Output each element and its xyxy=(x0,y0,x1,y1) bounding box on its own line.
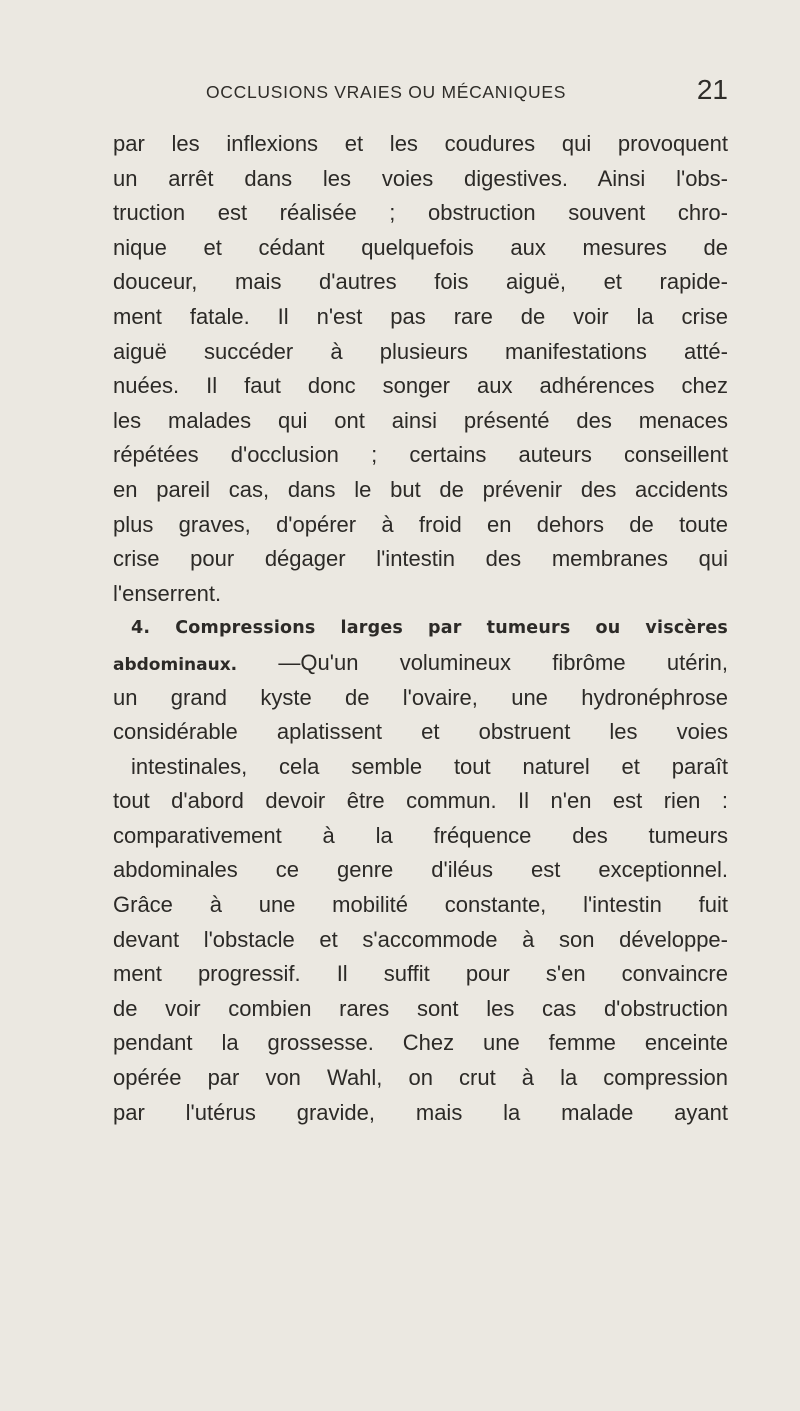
text-line: douceur, mais d'autres fois aiguë, et rapide- xyxy=(113,269,728,295)
text-line: truction est réalisée ; obstruction souvent chro- xyxy=(113,200,728,226)
text-line: répétées d'occlusion ; certains auteurs conseillent xyxy=(113,442,728,468)
text-line: crise pour dégager l'intestin des membranes qui xyxy=(113,546,728,572)
text-line: plus graves, d'opérer à froid en dehors de toute xyxy=(113,511,728,537)
text-line: abdominales ce genre d'iléus est exceptionnel. xyxy=(113,857,728,883)
text-line: un grand kyste de l'ovaire, une hydronéphrose xyxy=(113,684,728,710)
text-line: les malades qui ont ainsi présenté des menaces xyxy=(113,407,728,433)
text-line: pendant la grossesse. Chez une femme enceinte xyxy=(113,1030,728,1056)
text-line: l'enserrent. xyxy=(113,580,222,606)
text-line: nuées. Il faut donc songer aux adhérences chez xyxy=(113,373,728,399)
section-heading-continuation xyxy=(113,646,728,681)
text-line: comparativement à la fréquence des tumeurs xyxy=(113,822,728,848)
page-number: 21 xyxy=(696,74,728,105)
text-line: un arrêt dans les voies digestives. Ainsi l'obs- xyxy=(113,165,728,191)
running-head xyxy=(206,74,728,108)
text-line: de voir combien rares sont les cas d'obstruction xyxy=(113,995,728,1021)
text-line: considérable aplatissent et obstruent les voies xyxy=(113,719,728,745)
text-line: ment fatale. Il n'est pas rare de voir la crise xyxy=(113,303,728,329)
text-line: aiguë succéder à plusieurs manifestations atté- xyxy=(113,338,728,364)
text-line: intestinales, cela semble tout naturel et paraît xyxy=(131,753,728,779)
running-title: OCCLUSIONS VRAIES OU MÉCANIQUES xyxy=(206,82,567,102)
text-line: par l'utérus gravide, mais la malade ayant xyxy=(113,1099,728,1125)
text-line: tout d'abord devoir être commun. Il n'en est rien : xyxy=(113,788,728,814)
text-line: opérée par von Wahl, on crut à la compression xyxy=(113,1065,728,1091)
body-text xyxy=(113,127,728,1130)
text-line: par les inflexions et les coudures qui provoquent xyxy=(113,131,728,156)
section-heading-bold: abdominaux. xyxy=(113,654,238,675)
section-heading: 4. Compressions larges par tumeurs ou viscères xyxy=(131,618,728,639)
text-line: en pareil cas, dans le but de prévenir des accidents xyxy=(113,476,728,502)
text-line: ment progressif. Il suffit pour s'en convaincre xyxy=(113,961,728,987)
text-line: devant l'obstacle et s'accommode à son développe- xyxy=(113,926,728,952)
section-heading-text: —Qu'un volumineux fibrôme utérin, xyxy=(237,649,728,675)
text-line: Grâce à une mobilité constante, l'intestin fuit xyxy=(113,892,728,918)
text-line: nique et cédant quelquefois aux mesures de xyxy=(113,234,728,260)
